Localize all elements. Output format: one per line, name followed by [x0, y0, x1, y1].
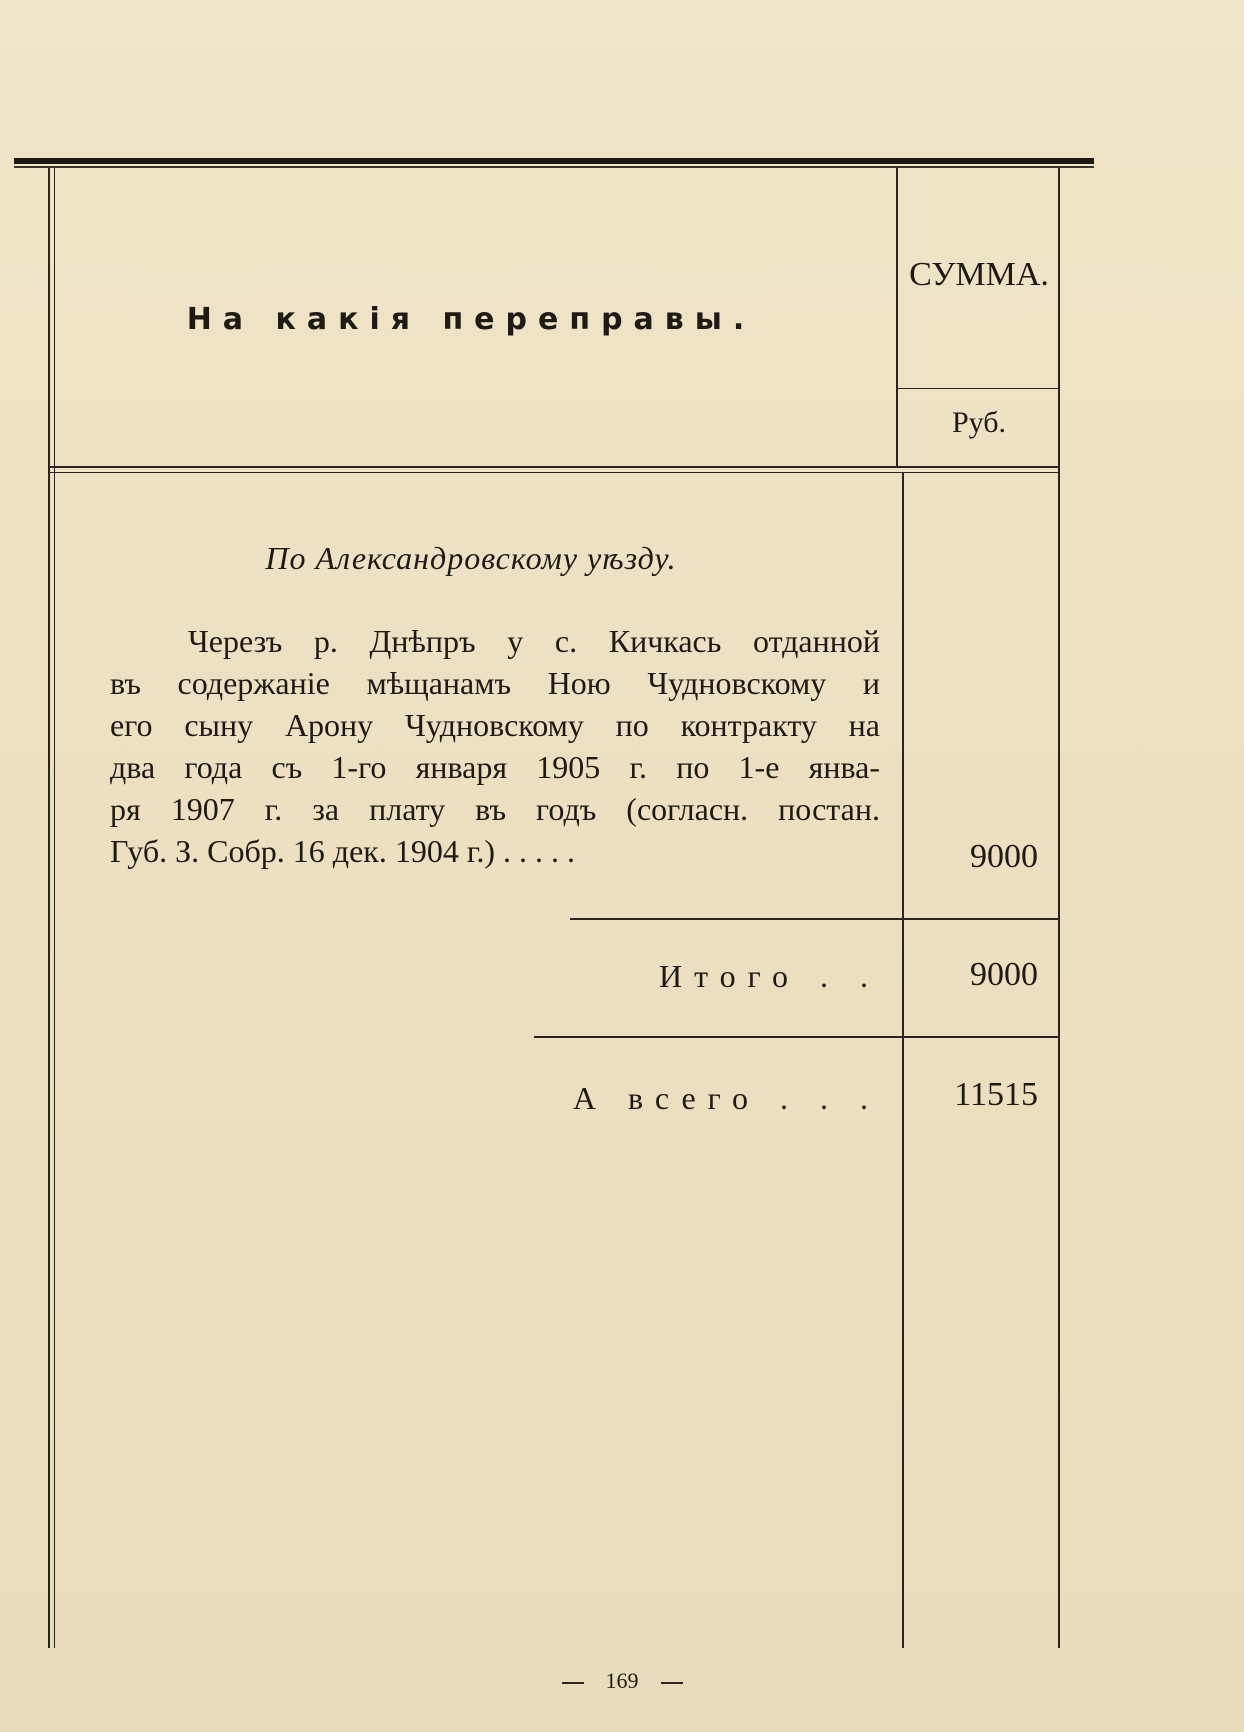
- column-divider-body: [902, 472, 904, 1648]
- grand-total-label: А всего . . .: [572, 1080, 880, 1116]
- subtotal-label: Итого . .: [659, 958, 880, 994]
- entry-line: Черезъ р. Днѣпръ у с. Кичкась отданной: [188, 623, 880, 659]
- entry-paragraph: [110, 620, 880, 872]
- top-rule-thick: [14, 158, 1094, 164]
- description-header-label: На какія переправы.: [186, 301, 756, 337]
- entry-line: его сыну Арону Чудновскому по контракту на: [110, 707, 880, 743]
- unit-column-header: Руб.: [951, 406, 1007, 439]
- table-right-border: [1058, 168, 1060, 1648]
- subtotal-amount: 9000: [970, 956, 1038, 993]
- entry-line: въ содержаніе мѣщанамъ Ною Чудновскому и: [110, 665, 880, 701]
- top-rule-thin: [14, 166, 1094, 168]
- sum-unit-divider: [898, 388, 1058, 389]
- page-number-dash-left: [562, 1682, 584, 1684]
- description-column-header: [48, 170, 894, 468]
- subtotal-rule: [570, 918, 1058, 920]
- entry-line: Губ. З. Собр. 16 дек. 1904 г.) . . . . .: [110, 833, 575, 869]
- sum-column-header: СУММА.: [909, 256, 1049, 293]
- page-number-dash-right: [661, 1682, 683, 1684]
- grand-total-rule: [534, 1036, 1060, 1038]
- entry-amount: 9000: [970, 838, 1038, 875]
- grand-total-amount: 11515: [954, 1076, 1038, 1113]
- section-title: По Александровскому уѣзду.: [265, 540, 677, 576]
- page-number: [0, 1668, 1244, 1694]
- header-rule-2: [48, 472, 1060, 473]
- page-number-value: 169: [605, 1668, 639, 1693]
- entry-line: два года съ 1-го января 1905 г. по 1-е янва-: [110, 749, 880, 785]
- entry-line: ря 1907 г. за плату въ годъ (согласн. постан.: [110, 791, 880, 827]
